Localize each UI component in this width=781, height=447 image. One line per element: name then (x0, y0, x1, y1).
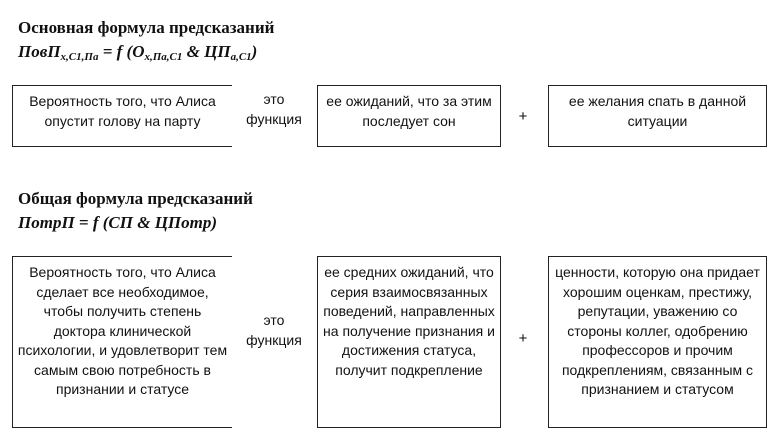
basic-formula-lhs: ПовП (18, 42, 61, 61)
general-function-connector (237, 311, 311, 350)
general-formula-heading: Общая формула предсказаний (18, 189, 253, 208)
basic-expectation-box: ее ожиданий, что за этим последует сон (317, 85, 501, 147)
basic-formula-close: ) (251, 42, 258, 61)
general-probability-box: Вероятность того, что Алиса сделает все необходимое, чтобы получить степень доктора клинической психологии, и удовлетворит тем самым свою потребность в признании и статусе (12, 256, 232, 428)
basic-formula-eq: = f (О (98, 42, 145, 61)
basic-probability-box: Вероятность того, что Алиса опустит голову на парту (12, 85, 232, 147)
general-plus-sign: + (518, 330, 528, 347)
basic-formula-cp-subscript: а,С1 (230, 51, 252, 63)
basic-connector-line1: это (263, 91, 285, 107)
basic-function-connector (237, 90, 311, 129)
basic-connector-line2: функция (246, 110, 302, 127)
basic-formula-o-subscript: х,Па,С1 (144, 51, 183, 63)
basic-desire-box: ее желания спать в данной ситуации (548, 85, 767, 147)
general-connector-line1: это (263, 312, 285, 328)
basic-formula-expression (18, 42, 257, 67)
basic-formula-heading: Основная формула предсказаний (18, 18, 275, 37)
general-connector-line2: функция (246, 331, 302, 348)
basic-formula-lhs-subscript: х,С1,Па (60, 51, 99, 63)
general-expectation-box: ее средних ожиданий, что серия взаимосвязанных поведений, направленных на получение признания и достижения статуса, получит подкрепление (317, 256, 501, 428)
general-formula-expression: ПотрП = f (СП & ЦПотр) (18, 213, 218, 232)
basic-plus-sign: + (518, 108, 528, 125)
general-value-box: ценности, которую она придает хорошим оценкам, престижу, репутации, уважению со стороны коллег, одобрению профессоров и прочим подкреплениям, связанным с признанием и статусом (548, 256, 767, 428)
basic-formula-amp: & ЦП (182, 42, 231, 61)
